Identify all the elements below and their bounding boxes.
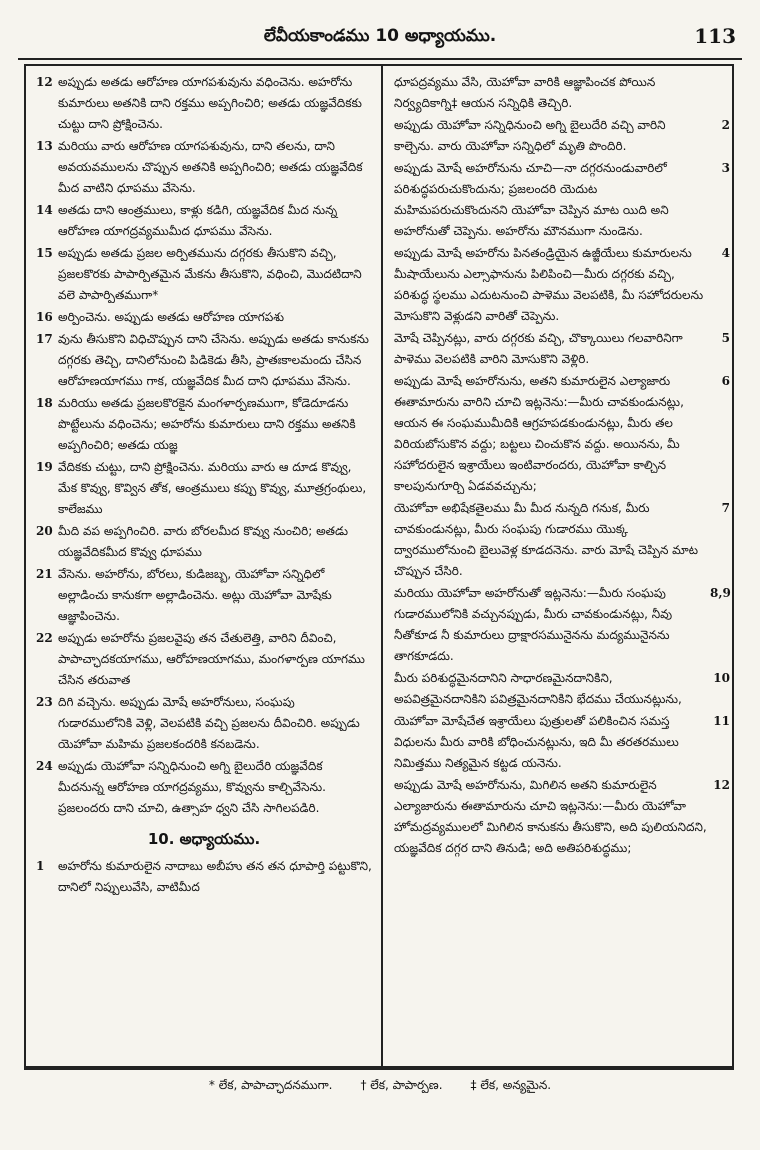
page-title: లేవీయకాండము 10 అధ్యాయము. [263, 26, 497, 46]
verse [36, 457, 372, 520]
verse-number: 8,9 [710, 586, 731, 600]
bible-page [18, 18, 742, 1132]
verse [36, 756, 372, 819]
verse-text: మీది వప అప్పగించిరి. వారు బోరలమీద కొవ్వు నుంచిరి; అతడు యజ్ఞవేదికమీద కొవ్వు ధూపము [58, 524, 349, 559]
verse-text: వును తీసుకొని విధిచొప్పున దాని చేసెను. అప్పుడు అతడు కానుకను దగ్గరకు తెచ్చి, దానిలోనుంచి పిడికెడు తీసి, ప్రాతఃకాలమందు చేసిన ఆరోహణయాగము గాక, యజ్ఞవేదిక మీద దాని ధూపము వేసెను. [58, 332, 369, 388]
verse-number: 12 [713, 778, 730, 792]
verse-text: అప్పుడు మోషే అహరోనును, అతని కుమారులైన ఎల్యాజారు ఈతామారును వారిని చూచి ఇట్లనెను:—మీరు చావకుండునట్లు, ఆయన ఈ సంఘముమీదికి ఆగ్రహపడకుండునట్లు, మీరు తల విరియబోసుకొన వద్దు; బట్టలు చించుకొన వద్దు. అయినను, మీ సహోదరులైన ఇశ్రాయేలు ఇంటివారందరు, యెహోవా కాల్చిన కాలపునుగూర్చి ఏడవవచ్చును; [394, 374, 684, 493]
verse-text: మీరు పరిశుద్ధమైనదానిని సాధారణమైనదానికిని, అపవిత్రమైనదానికిని పవిత్రమైనదానికిని భేదము చేయునట్లును, [394, 671, 682, 706]
verse-number: 7 [721, 501, 730, 515]
verse-number: 10 [713, 671, 730, 685]
verse [36, 628, 372, 691]
verse-number: 14 [36, 203, 53, 217]
verse-text: మరియు యెహోవా అహరోనుతో ఇట్లనెను:—మీరు సంఘపు గుడారములోనికి వచ్చునప్పుడు, మీరు చావకుండునట్లు, నీవు నీతోకూడ నీ కుమారులు ద్రాక్షారసమునైనను మద్యమునైనను తాగకూడదు. [394, 586, 673, 663]
verse [36, 393, 372, 456]
verse-text: అతడు దాని ఆంత్రములు, కాళ్లు కడిగి, యజ్ఞవేదిక మీద నున్న ఆరోహణ యాగద్రవ్యముమీద ధూపము వేసెను. [58, 203, 338, 238]
page-number: 113 [694, 24, 736, 48]
footnote: † లేక, పాపార్పణ. [360, 1078, 443, 1092]
footnotes [18, 1078, 742, 1095]
verse-number: 6 [721, 374, 730, 388]
verse-text: అప్పుడు మోషే అహరోనును, మిగిలిన అతని కుమారులైన ఎల్యాజారును ఈతామారును చూచి ఇట్లనెను:—మీరు యెహోవా హోమద్రవ్యములలో మిగిలిన కానుకను తీసుకొని, అది పులియనిదని, యజ్ఞవేదిక దగ్గర దాని తినుడి; అది అతిపరిశుద్ధము; [394, 778, 707, 855]
right-column [394, 72, 730, 860]
verse-text: అర్పించెను. అప్పుడు అతడు ఆరోహణ యాగపశు [58, 310, 285, 324]
verse [36, 200, 372, 242]
verse-text: మరియు అతడు ప్రజలకొరకైన మంగళార్పణముగా, కోడెదూడను పొట్టేలును వధించెను; అహరోను కుమారులు దాని రక్తము అతనికి అప్పగించిరి; అతడు యజ్ఞ [58, 396, 356, 452]
verse-text: అప్పుడు అతడు ఆరోహణ యాగపశువును వధించెను. అహరోను కుమారులు అతనికి దాని రక్తము అప్పగించిరి; అతడు యజ్ఞవేదికకు చుట్టు దాని ప్రోక్షించెను. [58, 75, 362, 131]
verse-number: 16 [36, 310, 53, 324]
verse [394, 371, 730, 497]
verse-text: దిగి వచ్చెను. అప్పుడు మోషే అహరోనులు, సంఘపు గుడారములోనికి వెళ్లి, వెలపటికి వచ్చి ప్రజలను దీవించిరి. అప్పుడు యెహోవా మహిమ ప్రజలకందరికి కనబడెను. [58, 695, 360, 751]
verse [394, 243, 730, 327]
verse [394, 711, 730, 774]
verse-number: 19 [36, 460, 53, 474]
verse [394, 668, 730, 710]
verse-number: 17 [36, 332, 53, 346]
footnote-rule [24, 1068, 734, 1070]
header-rule [18, 58, 742, 60]
verse [394, 328, 730, 370]
running-header [18, 18, 742, 54]
verse-text: అప్పుడు మోషే అహరోనును చూచి—నా దగ్గరనుండువారిలో పరిశుద్ధపరుచుకొందును; ప్రజలందరి యెదుట మహిమపరుచుకొందునని యెహోవా చెప్పిన మాట యిది అని అహరోనుతో చెప్పెను. అహరోను మౌనముగా నుండెను. [394, 161, 669, 238]
verse-text: అప్పుడు యెహోవా సన్నిధినుంచి అగ్ని బైలుదేరి వచ్చి వారిని కాల్చెను. వారు యెహోవా సన్నిధిలో మృతి పొందిరి. [394, 118, 666, 153]
verse-text: మరియు వారు ఆరోహణ యాగపశువును, దాని తలను, దాని అవయవములను చొప్పున అతనికి అప్పగించిరి; అతడు యజ్ఞవేదిక మీద వాటిని ధూపము వేసెను. [58, 139, 363, 195]
text-frame [24, 64, 734, 1068]
verse [394, 775, 730, 859]
verse-text: మోషే చెప్పినట్లు, వారు దగ్గరకు వచ్చి, చొక్కాయిలు గలవారినిగా పాళెము వెలపటికి వారిని మోసుకొని వెళ్లిరి. [394, 331, 683, 366]
verse [394, 115, 730, 157]
verse-text: అప్పుడు యెహోవా సన్నిధినుంచి అగ్ని బైలుదేరి యజ్ఞవేదిక మీదనున్న ఆరోహణ యాగద్రవ్యము, కొవ్వును కాల్చివేసెను. ప్రజలందరు దాని చూచి, ఉత్సాహ ధ్వని చేసి సాగిలపడిరి. [58, 759, 326, 815]
verse [36, 307, 372, 328]
verse-number: 23 [36, 695, 53, 709]
verse-number: 15 [36, 246, 53, 260]
verse-number: 22 [36, 631, 53, 645]
verse [394, 158, 730, 242]
verse-number: 1 [36, 859, 45, 873]
verse [394, 72, 730, 114]
verse-number: 24 [36, 759, 53, 773]
verse [36, 72, 372, 135]
verse-text: అప్పుడు అతడు ప్రజల అర్పితమును దగ్గరకు తీసుకొని వచ్చి, ప్రజలకొరకు పాపార్పితమైన మేకను తీసుకొని, వధించి, మొదటిదాని వలె పాపార్పితముగా* [58, 246, 362, 302]
verse-text: యెహోవా మోషేచేత ఇశ్రాయేలు పుత్రులతో పలికించిన సమస్త విధులను మీరు వారికి బోధించునట్లును, ఇది మీ తరతరములు నిమిత్తము నిత్యమైన కట్టడ యనెను. [394, 714, 679, 770]
verse-text: యెహోవా అభిషేకతైలము మీ మీద నున్నది గనుక, మీరు చావకుండునట్లు, మీరు సంఘపు గుడారము యొక్క ద్వారములోనుంచి బైలువెళ్ల కూడదనెను. వారు మోషే చెప్పిన మాట చొప్పున చేసిరి. [394, 501, 698, 578]
verse [36, 243, 372, 306]
chapter-heading: 10. అధ్యాయము. [147, 830, 261, 848]
verse-number: 11 [713, 714, 730, 728]
verse-text: వేసెను. అహరోను, బోరలు, కుడిజబ్బ, యెహోవా సన్నిధిలో అల్లాడించు కానుకగా అల్లాడించెను. అట్లు యెహోవా మోషేకు ఆజ్ఞాపించెను. [58, 567, 332, 623]
verse-number: 18 [36, 396, 53, 410]
verse-number: 13 [36, 139, 53, 153]
verse-text: వేదికకు చుట్టు, దాని ప్రోక్షించెను. మరియు వారు ఆ దూడ కొవ్వు, మేక కొవ్వు, కొవ్విన తోక, ఆంత్రములు కప్పు కొవ్వు, మూత్రగ్రంథులు, కాలేజము [58, 460, 367, 516]
verse [394, 583, 730, 667]
verse [36, 136, 372, 199]
verse-text: అప్పుడు మోషే అహరోను పినతండ్రియైన ఉజ్జీయేలు కుమారులను మీషాయేలును ఎల్సాఫానును పిలిపించి—మీరు దగ్గరకు వచ్చి, పరిశుద్ధ స్థలము ఎదుటనుంచి పాళెము వెలపటికి, మీ సహోదరులను మోసుకొని వెళ్లుడని వారితో చెప్పెను. [394, 246, 704, 323]
verse [36, 856, 372, 898]
left-column [36, 72, 372, 899]
verse-text: ధూపద్రవ్యము వేసి, యెహోవా వారికి ఆజ్ఞాపించక పోయిన నిర్వ్యదికాగ్ని‡ ఆయన సన్నిధికి తెచ్చిరి. [394, 75, 656, 110]
verse [36, 329, 372, 392]
verse [394, 498, 730, 582]
verse-number: 2 [721, 118, 730, 132]
verse-number: 3 [721, 161, 730, 175]
verse [36, 564, 372, 627]
footnote: * లేక, పాపాచ్ఛాదనముగా. [208, 1078, 333, 1092]
verse-number: 12 [36, 75, 53, 89]
verse-number: 5 [721, 331, 730, 345]
footnote: ‡ లేక, అన్యమైన. [470, 1078, 552, 1092]
column-divider [381, 66, 383, 1066]
verse-text: అహరోను కుమారులైన నాదాబు అబీహు తన తన ధూపార్తి పట్టుకొని, దానిలో నిప్పులువేసి, వాటిమీద [58, 859, 372, 894]
verse [36, 692, 372, 755]
verse-number: 21 [36, 567, 53, 581]
verse-text: అప్పుడు అహరోను ప్రజలవైపు తన చేతులెత్తి, వారిని దీవించి, పాపాచ్ఛాదకయాగము, ఆరోహణయాగము, మంగళార్పణ యాగము చేసిన తరువాత [58, 631, 365, 687]
verse-number: 4 [721, 246, 730, 260]
verse-number: 20 [36, 524, 53, 538]
verse [36, 521, 372, 563]
